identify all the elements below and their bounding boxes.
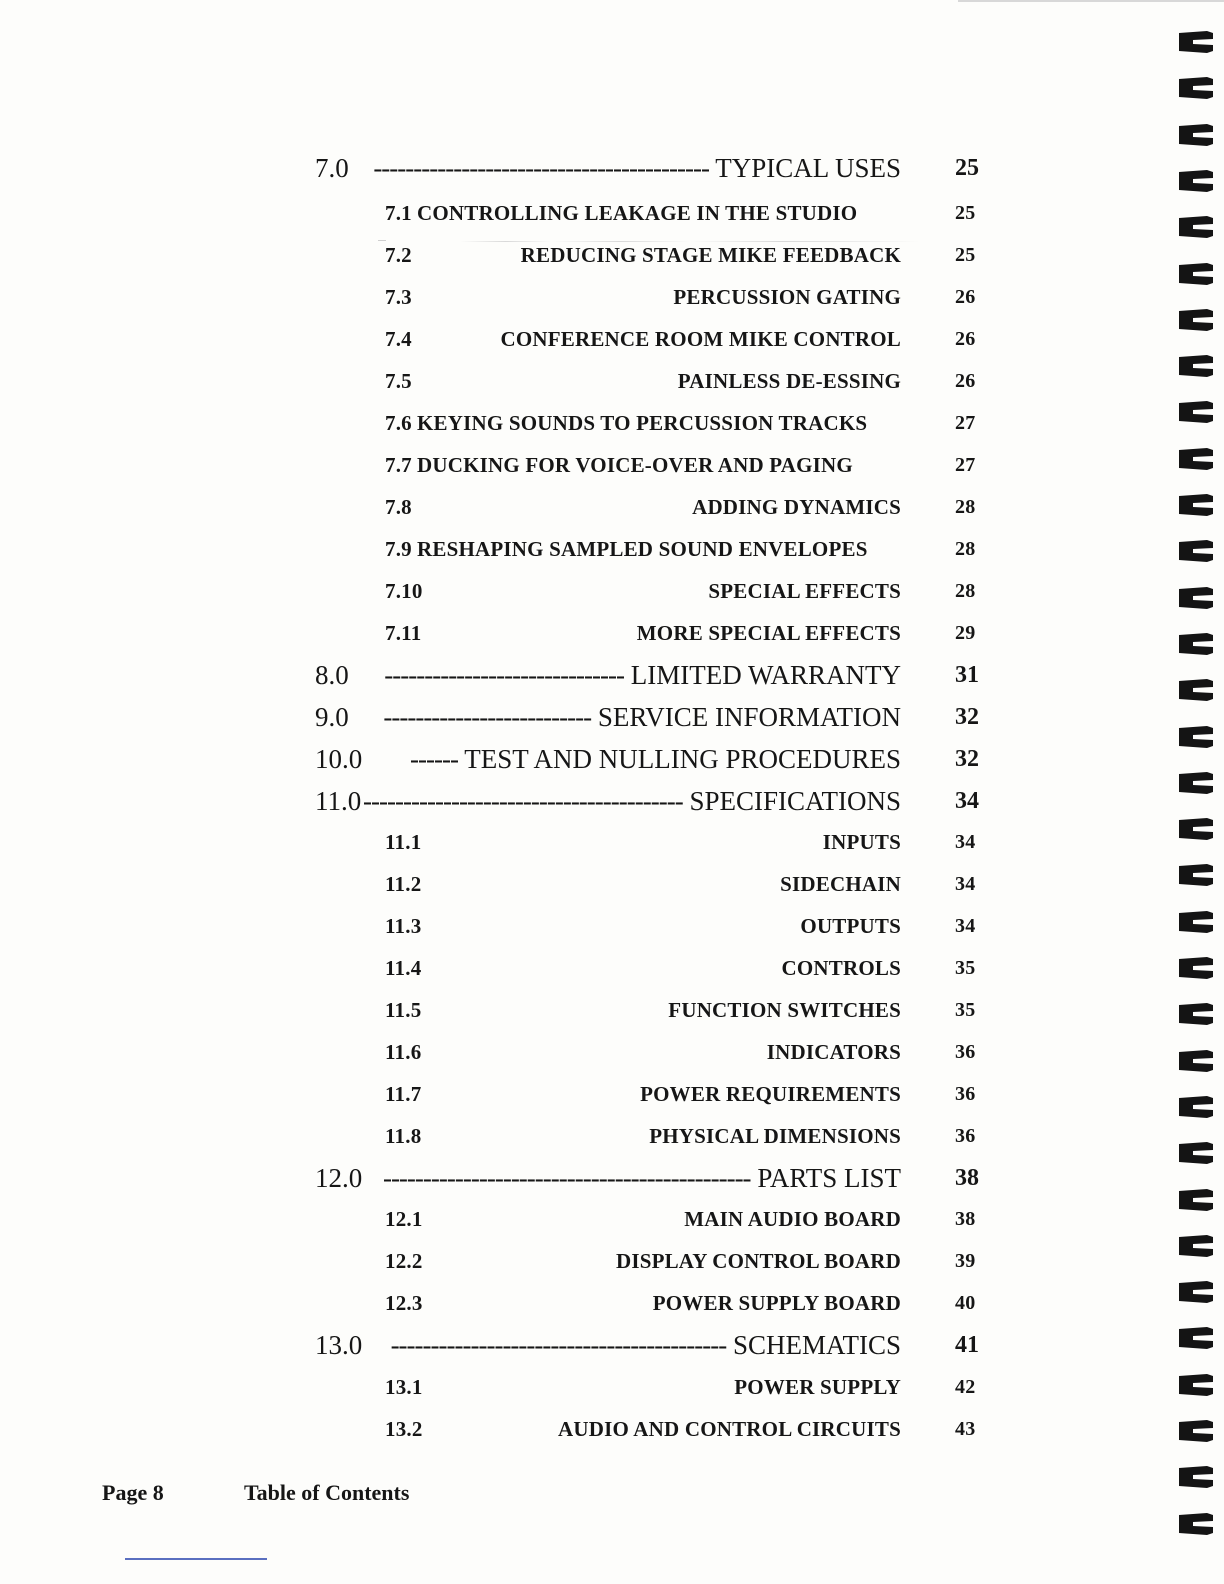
toc-section-row (315, 786, 995, 826)
toc-entry-title: PHYSICAL DIMENSIONS (649, 1124, 901, 1148)
toc-entry-number: 11.4 (385, 956, 422, 980)
toc-entry-number: 7.7 (385, 453, 412, 477)
toc-page-number: 26 (955, 370, 976, 392)
toc-entry-title-text: TYPICAL USES (715, 153, 901, 183)
toc-section-row (315, 744, 995, 784)
toc-leader-dashes: ------------------------------ (384, 660, 625, 690)
toc-entry-number: 12.0 (315, 1163, 363, 1193)
toc-entry-number: 8.0 (315, 660, 349, 690)
toc-entry-title-text: SCHEMATICS (732, 1330, 901, 1360)
toc-subsection-row (315, 369, 995, 409)
toc-page-number: 25 (955, 155, 979, 181)
binding-ring (1177, 1419, 1215, 1441)
toc-subsection-row (315, 830, 995, 870)
toc-subsection-row (315, 1291, 995, 1331)
toc-page-number: 27 (955, 412, 976, 434)
toc-subsection-row (315, 1375, 995, 1415)
toc-leader-dashes: ------------------------------------------ (373, 153, 709, 183)
toc-page-number: 42 (955, 1376, 976, 1398)
toc-section-row (315, 702, 995, 742)
toc-entry-title: KEYING SOUNDS TO PERCUSSION TRACKS (417, 411, 868, 435)
toc-entry-title-text: LIMITED WARRANTY (630, 660, 901, 690)
footer-page-number: Page 8 (102, 1480, 164, 1505)
binding-ring (1177, 1234, 1215, 1256)
toc-entry-title: DISPLAY CONTROL BOARD (615, 1249, 901, 1273)
binding-ring (1177, 354, 1215, 376)
toc-entry-title: REDUCING STAGE MIKE FEEDBACK (520, 243, 901, 267)
binding-ring (1177, 493, 1215, 515)
footer-section-title: Table of Contents (244, 1480, 410, 1505)
toc-entry-title: ADDING DYNAMICS (692, 495, 901, 519)
toc-leader-dashes: -------------------------- (383, 702, 592, 732)
binding-ring (1177, 1326, 1215, 1348)
binding-ring (1177, 539, 1215, 561)
toc-entry-number: 7.8 (385, 495, 412, 519)
toc-entry-number: 11.5 (385, 998, 422, 1022)
toc-entry-number: 7.0 (315, 153, 349, 183)
toc-entry-title-text: PARTS LIST (757, 1163, 901, 1193)
toc-entry-number: 7.3 (385, 285, 412, 309)
toc-leader-dashes: ------ (410, 744, 458, 774)
toc-entry-title: AUDIO AND CONTROL CIRCUITS (557, 1417, 901, 1441)
toc-leader-dashes: ---------------------------------------- (363, 786, 683, 816)
toc-page-number: 32 (955, 704, 979, 730)
toc-entry-number: 7.10 (385, 579, 423, 603)
toc-page-number: 40 (955, 1292, 976, 1314)
toc-subsection-row (315, 453, 995, 493)
toc-entry-number: 9.0 (315, 702, 349, 732)
toc-entry-number: 13.2 (385, 1417, 423, 1441)
toc-entry-number: 13.0 (315, 1330, 363, 1360)
toc-subsection-row (315, 285, 995, 325)
binding-ring (1177, 586, 1215, 608)
toc-entry-number: 7.1 (385, 201, 412, 225)
toc-subsection-row (315, 1417, 995, 1457)
toc-entry-number: 7.9 (385, 537, 412, 561)
toc-entry-title (353, 153, 901, 184)
toc-entry-title (353, 660, 901, 691)
toc-page-number: 38 (955, 1165, 979, 1191)
toc-entry-title: POWER REQUIREMENTS (640, 1082, 901, 1106)
toc-entry-title: OUTPUTS (800, 914, 901, 938)
toc-subsection-row (315, 327, 995, 367)
toc-page-number: 26 (955, 286, 976, 308)
toc-entry-title: CONTROLLING LEAKAGE IN THE STUDIO (417, 201, 858, 225)
toc-subsection-row (315, 1124, 995, 1164)
toc-page-number: 25 (955, 202, 976, 224)
spiral-binding (1177, 30, 1224, 1560)
toc-entry-number: 11.0 (315, 786, 362, 816)
toc-subsection-row (315, 872, 995, 912)
binding-ring (1177, 30, 1215, 52)
toc-page-number: 28 (955, 538, 976, 560)
toc-entry-number: 11.8 (385, 1124, 422, 1148)
toc-subsection-row (315, 1207, 995, 1247)
toc-page-number: 25 (955, 244, 976, 266)
binding-ring (1177, 1280, 1215, 1302)
toc-entry-title (359, 1330, 901, 1361)
toc-subsection-row (315, 621, 995, 661)
binding-ring (1177, 725, 1215, 747)
toc-section-row (315, 153, 995, 193)
binding-ring (1177, 956, 1215, 978)
toc-page-number: 32 (955, 746, 979, 772)
toc-entry-number: 11.2 (385, 872, 422, 896)
toc-entry-title-text: TEST AND NULLING PROCEDURES (464, 744, 901, 774)
toc-entry-title: CONTROLS (781, 956, 901, 980)
toc-entry-number: 11.1 (385, 830, 422, 854)
toc-subsection-row (315, 914, 995, 954)
binding-ring (1177, 169, 1215, 191)
binding-ring (1177, 308, 1215, 330)
toc-entry-number: 7.6 (385, 411, 412, 435)
toc-page-number: 36 (955, 1125, 976, 1147)
binding-ring (1177, 1002, 1215, 1024)
toc-entry-number: 11.6 (385, 1040, 422, 1064)
toc-subsection-row (315, 1082, 995, 1122)
binding-ring (1177, 632, 1215, 654)
toc-entry-title: SPECIAL EFFECTS (708, 579, 901, 603)
binding-ring (1177, 771, 1215, 793)
toc-page-number: 35 (955, 957, 976, 979)
toc-page-number: 43 (955, 1418, 976, 1440)
toc-page-number: 38 (955, 1208, 976, 1230)
toc-entry-title (353, 702, 901, 733)
toc-page-number: 28 (955, 496, 976, 518)
toc-page-number: 31 (955, 662, 979, 688)
toc-entry-number: 7.5 (385, 369, 412, 393)
binding-ring (1177, 1095, 1215, 1117)
toc-subsection-row (315, 243, 995, 283)
toc-entry-title: CONFERENCE ROOM MIKE CONTROL (500, 327, 901, 351)
toc-entry-title: FUNCTION SWITCHES (668, 998, 901, 1022)
toc-subsection-row (315, 1040, 995, 1080)
toc-page-number: 27 (955, 454, 976, 476)
toc-section-row (315, 1330, 995, 1370)
toc-entry-title (359, 1163, 901, 1194)
toc-subsection-row (315, 579, 995, 619)
footer-blue-mark (125, 1558, 267, 1560)
binding-ring (1177, 76, 1215, 98)
toc-page-number: 36 (955, 1083, 976, 1105)
toc-entry-title: MORE SPECIAL EFFECTS (636, 621, 901, 645)
toc-entry-title-text: SPECIFICATIONS (689, 786, 901, 816)
toc-subsection-row (315, 537, 995, 577)
toc-page-number: 28 (955, 580, 976, 602)
toc-page-number: 41 (955, 1332, 979, 1358)
binding-ring (1177, 447, 1215, 469)
binding-ring (1177, 863, 1215, 885)
binding-ring (1177, 1373, 1215, 1395)
toc-subsection-row (315, 1249, 995, 1289)
toc-entry-title: SIDECHAIN (780, 872, 901, 896)
toc-entry-number: 13.1 (385, 1375, 423, 1399)
toc-entry-number: 7.11 (385, 621, 422, 645)
toc-leader-dashes: ---------------------------------------------- (382, 1163, 751, 1193)
toc-subsection-row (315, 201, 995, 241)
toc-entry-title: POWER SUPPLY (734, 1375, 901, 1399)
toc-section-row (315, 660, 995, 700)
binding-ring (1177, 817, 1215, 839)
toc-section-row (315, 1163, 995, 1203)
toc-entry-title (359, 786, 901, 817)
binding-ring (1177, 1141, 1215, 1163)
toc-subsection-row (315, 495, 995, 535)
toc-page-number: 34 (955, 873, 976, 895)
toc-page-number: 35 (955, 999, 976, 1021)
binding-ring (1177, 678, 1215, 700)
binding-ring (1177, 1465, 1215, 1487)
toc-entry-title: POWER SUPPLY BOARD (652, 1291, 901, 1315)
binding-ring (1177, 910, 1215, 932)
binding-ring (1177, 1512, 1215, 1534)
toc-entry-title (359, 744, 901, 775)
toc-leader-dashes: ------------------------------------------ (390, 1330, 727, 1360)
toc-entry-number: 12.2 (385, 1249, 423, 1273)
toc-entry-title: PAINLESS DE-ESSING (677, 369, 901, 393)
binding-ring (1177, 1049, 1215, 1071)
toc-subsection-row (315, 411, 995, 451)
toc-entry-title: PERCUSSION GATING (673, 285, 901, 309)
toc-entry-number: 12.3 (385, 1291, 423, 1315)
toc-page-number: 34 (955, 915, 976, 937)
binding-ring (1177, 123, 1215, 145)
binding-ring (1177, 215, 1215, 237)
toc-entry-title: MAIN AUDIO BOARD (684, 1207, 901, 1231)
toc-entry-number: 11.3 (385, 914, 422, 938)
toc-subsection-row (315, 956, 995, 996)
binding-ring (1177, 262, 1215, 284)
toc-page-number: 34 (955, 831, 976, 853)
binding-ring (1177, 400, 1215, 422)
toc-entry-number: 7.4 (385, 327, 412, 351)
toc-entry-number: 12.1 (385, 1207, 423, 1231)
toc-entry-title: RESHAPING SAMPLED SOUND ENVELOPES (417, 537, 868, 561)
toc-entry-title: DUCKING FOR VOICE-OVER AND PAGING (417, 453, 853, 477)
toc-entry-title: INPUTS (822, 830, 901, 854)
toc-entry-number: 7.2 (385, 243, 412, 267)
toc-page-number: 29 (955, 622, 976, 644)
toc-entry-title-text: SERVICE INFORMATION (597, 702, 901, 732)
toc-entry-title: INDICATORS (766, 1040, 901, 1064)
toc-entry-number: 10.0 (315, 744, 363, 774)
toc-page-number: 34 (955, 788, 979, 814)
toc-page-number: 39 (955, 1250, 976, 1272)
toc-subsection-row (315, 998, 995, 1038)
toc-page-number: 36 (955, 1041, 976, 1063)
toc-page-number: 26 (955, 328, 976, 350)
toc-entry-number: 11.7 (385, 1082, 422, 1106)
binding-ring (1177, 1188, 1215, 1210)
